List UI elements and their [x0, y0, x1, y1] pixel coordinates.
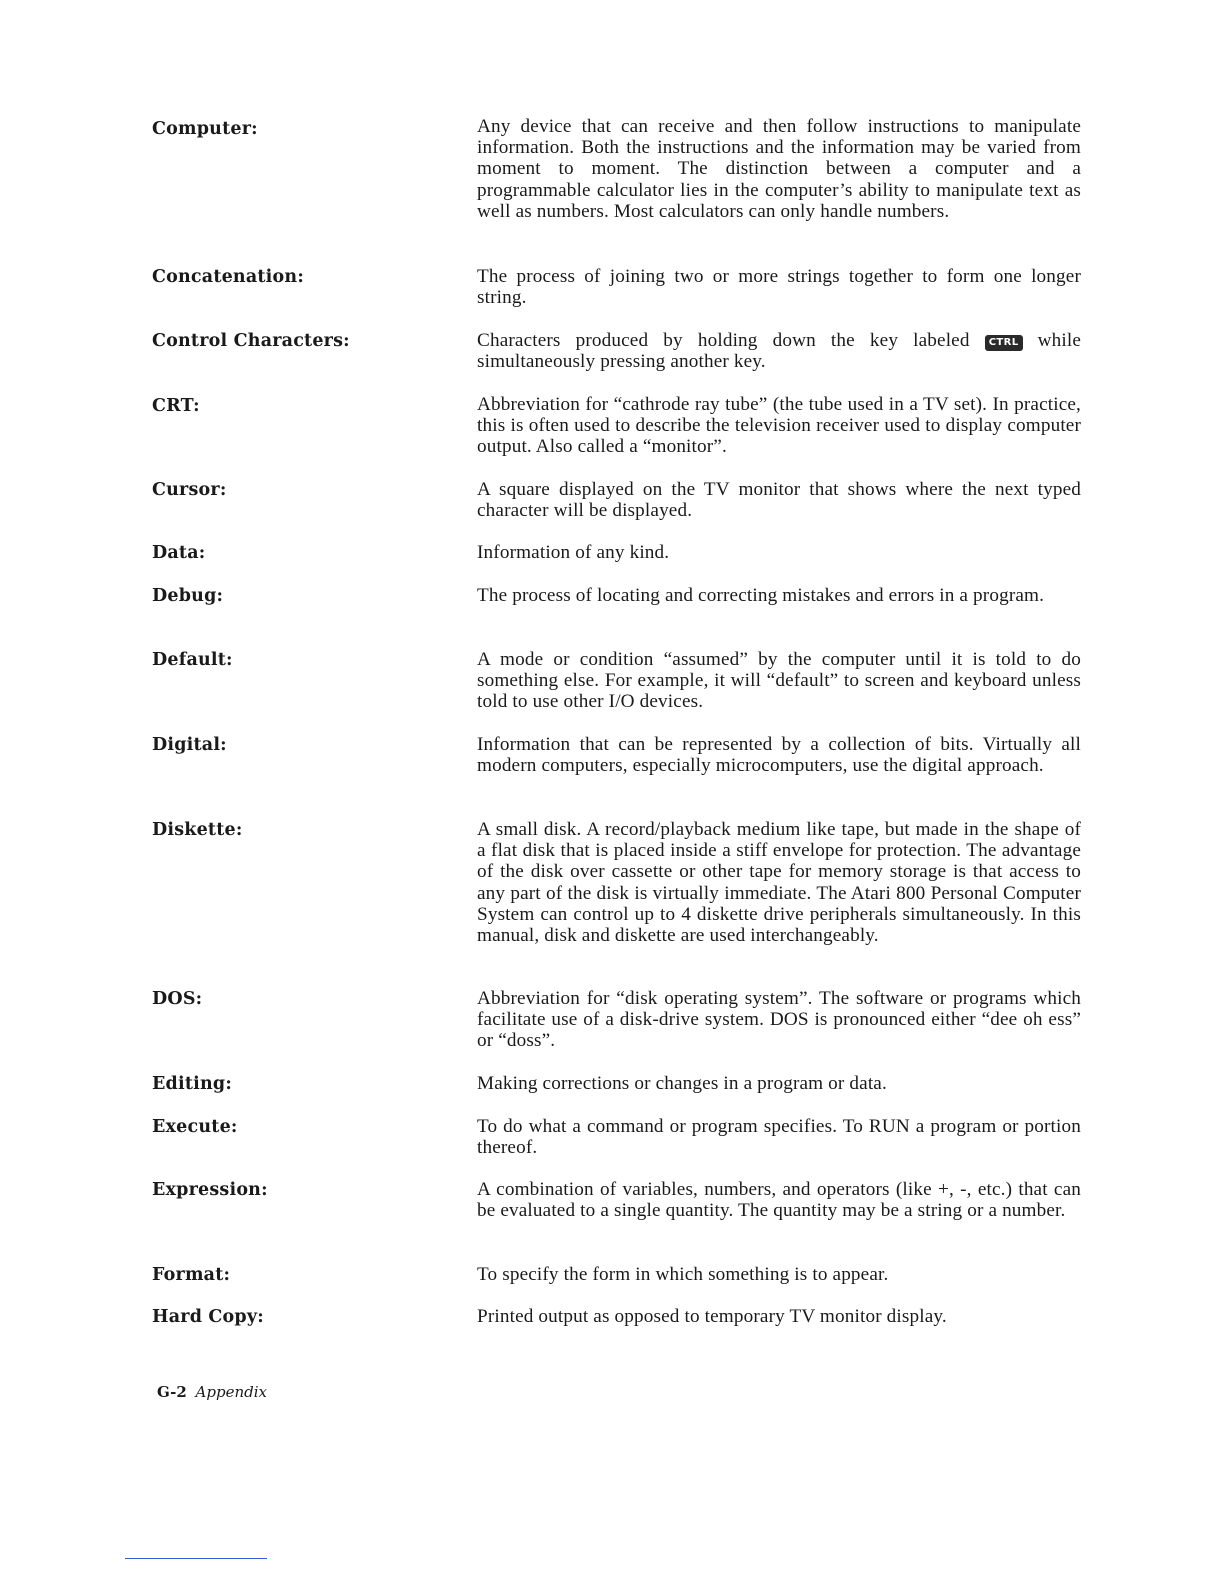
bottom-rule	[125, 1558, 267, 1559]
term: Concatenation:	[152, 267, 304, 287]
term: CRT:	[152, 396, 200, 416]
definition-text: Characters produced by holding down the key labeled	[477, 330, 970, 351]
term: Control Characters:	[152, 331, 350, 351]
term: Execute:	[152, 1117, 238, 1137]
ctrl-key-icon: CTRL	[985, 335, 1023, 351]
page-footer	[157, 1382, 267, 1402]
definition: A small disk. A record/playback medium like tape, but made in the shape of a flat disk that is placed inside a stiff envelope for protection. The advantage of the disk over cassette or other tape for memory storage is that access to any part of the disk is virtually immediate. The Atari 800 Personal Computer System can control up to 4 diskette drive peripherals simultaneously. In this manual, disk and diskette are used interchangeably.	[477, 819, 1081, 947]
definition: The process of joining two or more strings together to form one longer string.	[477, 266, 1081, 309]
definition: Making corrections or changes in a program or data.	[477, 1073, 887, 1094]
term: Expression:	[152, 1180, 268, 1200]
page-number: G-2	[157, 1383, 187, 1401]
definition: To specify the form in which something is to appear.	[477, 1264, 889, 1285]
definition: A combination of variables, numbers, and operators (like +, -, etc.) that can be evaluated to a single quantity. The quantity may be a string or a number.	[477, 1179, 1081, 1222]
term: Computer:	[152, 119, 258, 139]
definition	[477, 330, 1081, 372]
term: Cursor:	[152, 480, 227, 500]
definition: Any device that can receive and then follow instructions to manipulate information. Both the instructions and the information may be varied from moment to moment. The distinction between a computer and a programmable calculator lies in the computer’s ability to manipulate text as well as numbers. Most calculators can only handle numbers.	[477, 116, 1081, 222]
definition: Information of any kind.	[477, 542, 670, 563]
term: DOS:	[152, 989, 203, 1009]
term: Editing:	[152, 1074, 232, 1094]
term: Data:	[152, 543, 206, 563]
definition: Printed output as opposed to temporary TV monitor display.	[477, 1306, 947, 1327]
term: Hard Copy:	[152, 1307, 264, 1327]
definition: To do what a command or program specifies. To RUN a program or portion thereof.	[477, 1116, 1081, 1159]
term: Format:	[152, 1265, 231, 1285]
term: Default:	[152, 650, 233, 670]
definition: Abbreviation for “cathrode ray tube” (the tube used in a TV set). In practice, this is often used to describe the television receiver used to display computer output. Also called a “monitor”.	[477, 394, 1081, 458]
term: Diskette:	[152, 820, 243, 840]
definition: A square displayed on the TV monitor that shows where the next typed character will be displayed.	[477, 479, 1081, 522]
definition: Abbreviation for “disk operating system”. The software or programs which facilitate use of a disk-drive system. DOS is pronounced either “dee oh ess” or “doss”.	[477, 988, 1081, 1052]
definition: A mode or condition “assumed” by the computer until it is told to do something else. For example, it will “default” to screen and keyboard unless told to use other I/O devices.	[477, 649, 1081, 713]
definition: Information that can be represented by a collection of bits. Virtually all modern computers, especially microcomputers, use the digital approach.	[477, 734, 1081, 777]
definition-text: while simultaneously pressing another key.	[477, 330, 1082, 373]
term: Debug:	[152, 586, 224, 606]
section-name: Appendix	[195, 1383, 267, 1401]
definition: The process of locating and correcting mistakes and errors in a program.	[477, 585, 1045, 606]
term: Digital:	[152, 735, 227, 755]
